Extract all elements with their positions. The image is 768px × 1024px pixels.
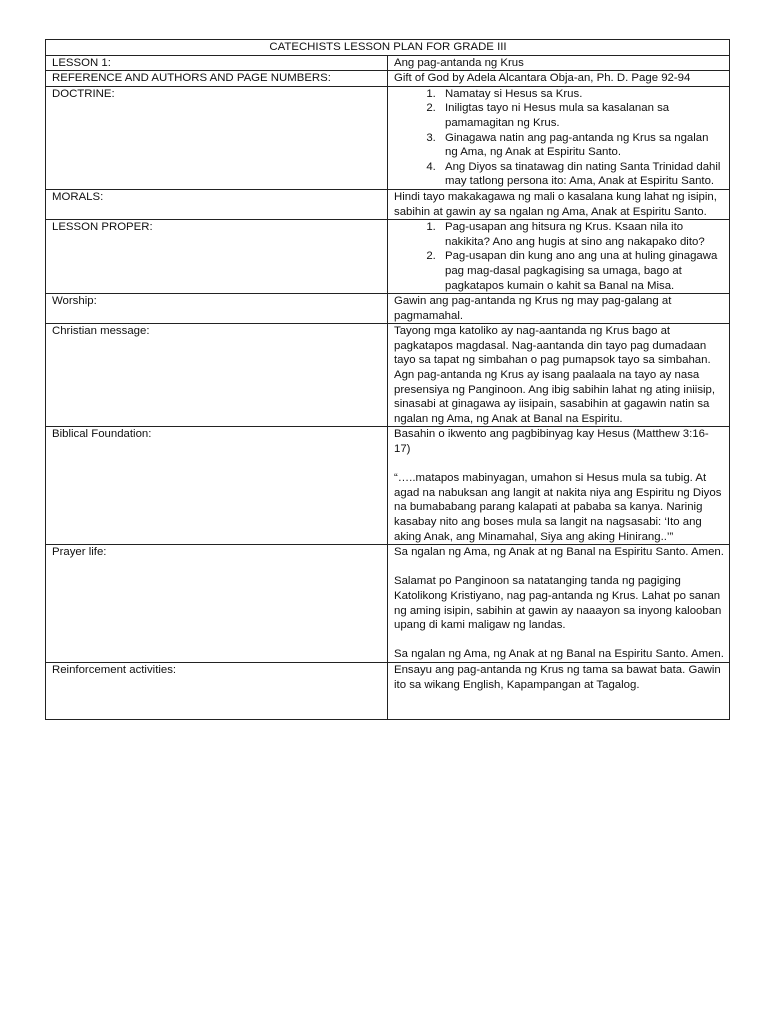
reference-row	[46, 71, 730, 87]
lesson-row	[46, 55, 730, 71]
prayer-life-label: Prayer life:	[46, 545, 388, 663]
spacer	[394, 633, 724, 648]
spacer	[394, 457, 724, 472]
spacer	[394, 560, 724, 575]
worship-value: Gawin ang pag-antanda ng Krus ng may pag-galang at pagmamahal.	[388, 294, 730, 324]
reference-label: REFERENCE AND AUTHORS AND PAGE NUMBERS:	[46, 71, 388, 87]
morals-row	[46, 189, 730, 219]
lesson-value: Ang pag-antanda ng Krus	[388, 55, 730, 71]
lesson-proper-list	[394, 220, 724, 293]
list-item: 1. Namatay si Hesus sa Krus.	[439, 87, 724, 102]
list-item: 2. Iniligtas tayo ni Hesus mula sa kasalanan sa pamamagitan ng Krus.	[439, 101, 724, 130]
doctrine-row	[46, 86, 730, 189]
lesson-proper-content	[388, 220, 730, 294]
morals-value: Hindi tayo makakagawa ng mali o kasalana kung lahat ng isipin, sabihin at gawin ay sa ngalan ng Ama, Anak at Espiritu Santo.	[388, 189, 730, 219]
list-item: 2. Pag-usapan din kung ano ang una at huling ginagawa pag mag-dasal pagkagising sa umaga, bago at pagkatapos kumain o kahit sa Banal na Misa.	[439, 249, 724, 293]
christian-message-row	[46, 324, 730, 427]
doctrine-list	[394, 87, 724, 189]
biblical-foundation-content	[388, 427, 730, 545]
christian-message-value: Tayong mga katoliko ay nag-aantanda ng Krus bago at pagkatapos magdasal. Nag-aantanda din tayo pag dumadaan tayo sa tapat ng simbahan o pag pumapsok tayo sa simbahan. Agn pag-antanda ng Krus ay isang paalaala na tayo ay nasa presensiya ng Panginoon. Ang ibig sabihin lahat ng ating iniisip, sinasabi at ginagawa ay iisipain, sasabihin at gagawin natin sa ngalan ng Ama, ng Anak at Banal na Espiritu.	[388, 324, 730, 427]
lesson-label: LESSON 1:	[46, 55, 388, 71]
reference-value: Gift of God by Adela Alcantara Obja-an, Ph. D. Page 92-94	[388, 71, 730, 87]
doctrine-content	[388, 86, 730, 189]
biblical-quote: “…..matapos mabinyagan, umahon si Hesus mula sa tubig. At agad na nabuksan ang langit at nakita niya ang Espiritu ng Diyos na bumababang parang kalapati at pababa sa kanya. Narinig kasabay nito ang boses mula sa langit na nagsasabi: ‘Ito ang aking Anak, ang Minamahal, Siya ang aking Hinirang..’”	[394, 472, 722, 543]
morals-label: MORALS:	[46, 189, 388, 219]
lesson-proper-label: LESSON PROPER:	[46, 220, 388, 294]
prayer-line-1: Sa ngalan ng Ama, ng Anak at ng Banal na Espiritu Santo. Amen.	[394, 546, 724, 559]
lesson-plan-table	[45, 39, 730, 720]
reinforcement-row	[46, 662, 730, 719]
list-item: 1. Pag-usapan ang hitsura ng Krus. Ksaan nila ito nakikita? Ano ang hugis at sino ang nakapako dito?	[439, 220, 724, 249]
list-item: 3. Ginagawa natin ang pag-antanda ng Krus sa ngalan ng Ama, ng Anak at Espiritu Santo.	[439, 131, 724, 160]
doctrine-label: DOCTRINE:	[46, 86, 388, 189]
reinforcement-label: Reinforcement activities:	[46, 662, 388, 719]
christian-message-label: Christian message:	[46, 324, 388, 427]
lesson-proper-row	[46, 220, 730, 294]
document-title: CATECHISTS LESSON PLAN FOR GRADE III	[46, 40, 730, 56]
worship-label: Worship:	[46, 294, 388, 324]
prayer-life-content	[388, 545, 730, 663]
worship-row	[46, 294, 730, 324]
prayer-line-3: Sa ngalan ng Ama, ng Anak at ng Banal na Espiritu Santo. Amen.	[394, 648, 724, 661]
title-row	[46, 40, 730, 56]
biblical-foundation-row	[46, 427, 730, 545]
biblical-intro: Basahin o ikwento ang pagbibinyag kay Hesus (Matthew 3:16-17)	[394, 428, 709, 456]
prayer-life-row	[46, 545, 730, 663]
reinforcement-value: Ensayu ang pag-antanda ng Krus ng tama sa bawat bata. Gawin ito sa wikang English, Kapampangan at Tagalog.	[388, 662, 730, 719]
list-item: 4. Ang Diyos sa tinatawag din nating Santa Trinidad dahil may tatlong persona ito: Ama, Anak at Espiritu Santo.	[439, 160, 724, 189]
prayer-line-2: Salamat po Panginoon sa natatanging tanda ng pagiging Katolikong Kristiyano, nag pag-antanda ng Krus. Lahat po sanan ng aming isipin, sabihin at gawin ay naaayon sa inyong kalooban upang di kami maligaw ng landas.	[394, 575, 722, 632]
biblical-foundation-label: Biblical Foundation:	[46, 427, 388, 545]
